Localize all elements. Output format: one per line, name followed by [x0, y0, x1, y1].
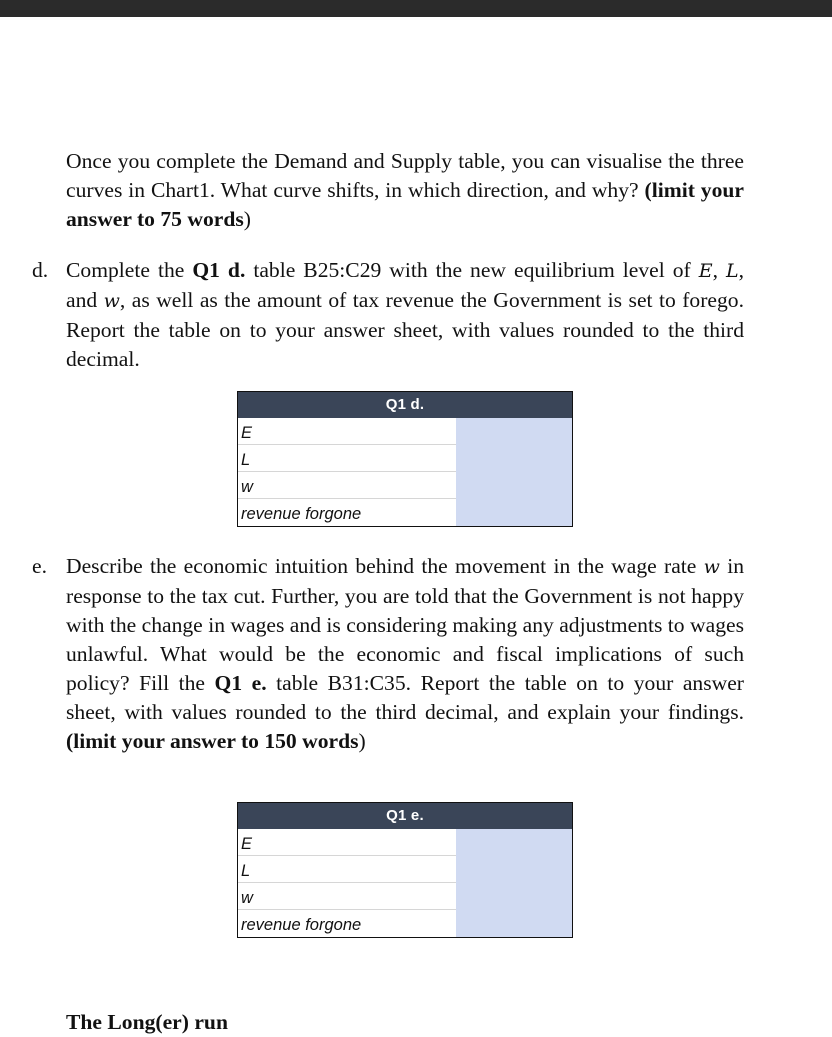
question-d-letter: d. [32, 258, 49, 282]
row-label-E: E [238, 829, 456, 856]
section-heading-long-run: The Long(er) run [66, 1010, 228, 1034]
question-e-letter: e. [32, 554, 47, 578]
question-e-word-limit: (limit your answer to 150 words [66, 729, 359, 753]
question-e-text [66, 552, 744, 756]
table-q1-d-header: Q1 d. [238, 392, 572, 418]
row-label-w: w [238, 883, 456, 910]
row-label-revenue-forgone: revenue forgone [241, 916, 362, 934]
value-cell[interactable] [456, 418, 572, 445]
value-cell[interactable] [456, 445, 572, 472]
question-c-text [66, 147, 744, 234]
window-top-bar [0, 0, 832, 17]
table-row [238, 856, 572, 883]
value-cell[interactable] [456, 883, 572, 910]
question-d-part: Complete the [66, 258, 193, 282]
question-d-part: , and [66, 258, 745, 312]
question-e-part: table B31:C35. Report the table on to your answer sheet, with values rounded to the third decimal, and explain your findings. [66, 671, 744, 724]
row-label-L: L [238, 445, 456, 472]
table-row [238, 445, 572, 472]
question-d-part: table B25:C29 with the new equilibrium level of [245, 258, 699, 282]
row-label-L: L [238, 856, 456, 883]
math-w: w [103, 290, 120, 312]
question-c-close: ) [243, 207, 251, 231]
table-row [238, 472, 572, 499]
question-d-table-ref: Q1 d. [192, 258, 246, 282]
question-c-body: Once you complete the Demand and Supply table, you can visualise the three curves in Chart1. What curve shifts, in which direction, and why? [66, 149, 744, 202]
question-e-part: in response to the tax cut. Further, you are told that the Government is not happy with the change in wages and is considering making any adjustments to wages unlawful. What would be the economic and fiscal implications of such policy? Fill the [66, 554, 744, 695]
table-row [238, 418, 572, 445]
question-d-part: , [712, 258, 726, 282]
math-w: w [703, 556, 720, 578]
row-label-revenue-forgone: revenue forgone [241, 505, 362, 523]
table-row [238, 883, 572, 910]
table-row [238, 829, 572, 856]
math-L: L [726, 260, 739, 282]
table-row [238, 910, 572, 937]
table-q1-e-header: Q1 e. [238, 803, 572, 829]
value-cell[interactable] [456, 472, 572, 499]
question-e-part: ) [358, 729, 366, 753]
table-q1-e [237, 802, 573, 938]
math-E: E [698, 260, 713, 282]
value-cell[interactable] [456, 856, 572, 883]
question-e-part: Describe the economic intuition behind the movement in the wage rate [66, 554, 704, 578]
value-cell[interactable] [456, 910, 572, 937]
question-e-table-ref: Q1 e. [214, 671, 267, 695]
value-cell[interactable] [456, 499, 572, 526]
row-label-E: E [238, 418, 456, 445]
question-c-word-limit: (limit your answer to 75 words [66, 178, 744, 231]
question-d-text [66, 256, 744, 374]
table-row [238, 499, 572, 526]
row-label-w: w [238, 472, 456, 499]
question-d-part: , as well as the amount of tax revenue the Government is set to forego. Report the table on to your answer sheet, with values rounded to the third decimal. [66, 288, 744, 371]
value-cell[interactable] [456, 829, 572, 856]
table-q1-d [237, 391, 573, 527]
